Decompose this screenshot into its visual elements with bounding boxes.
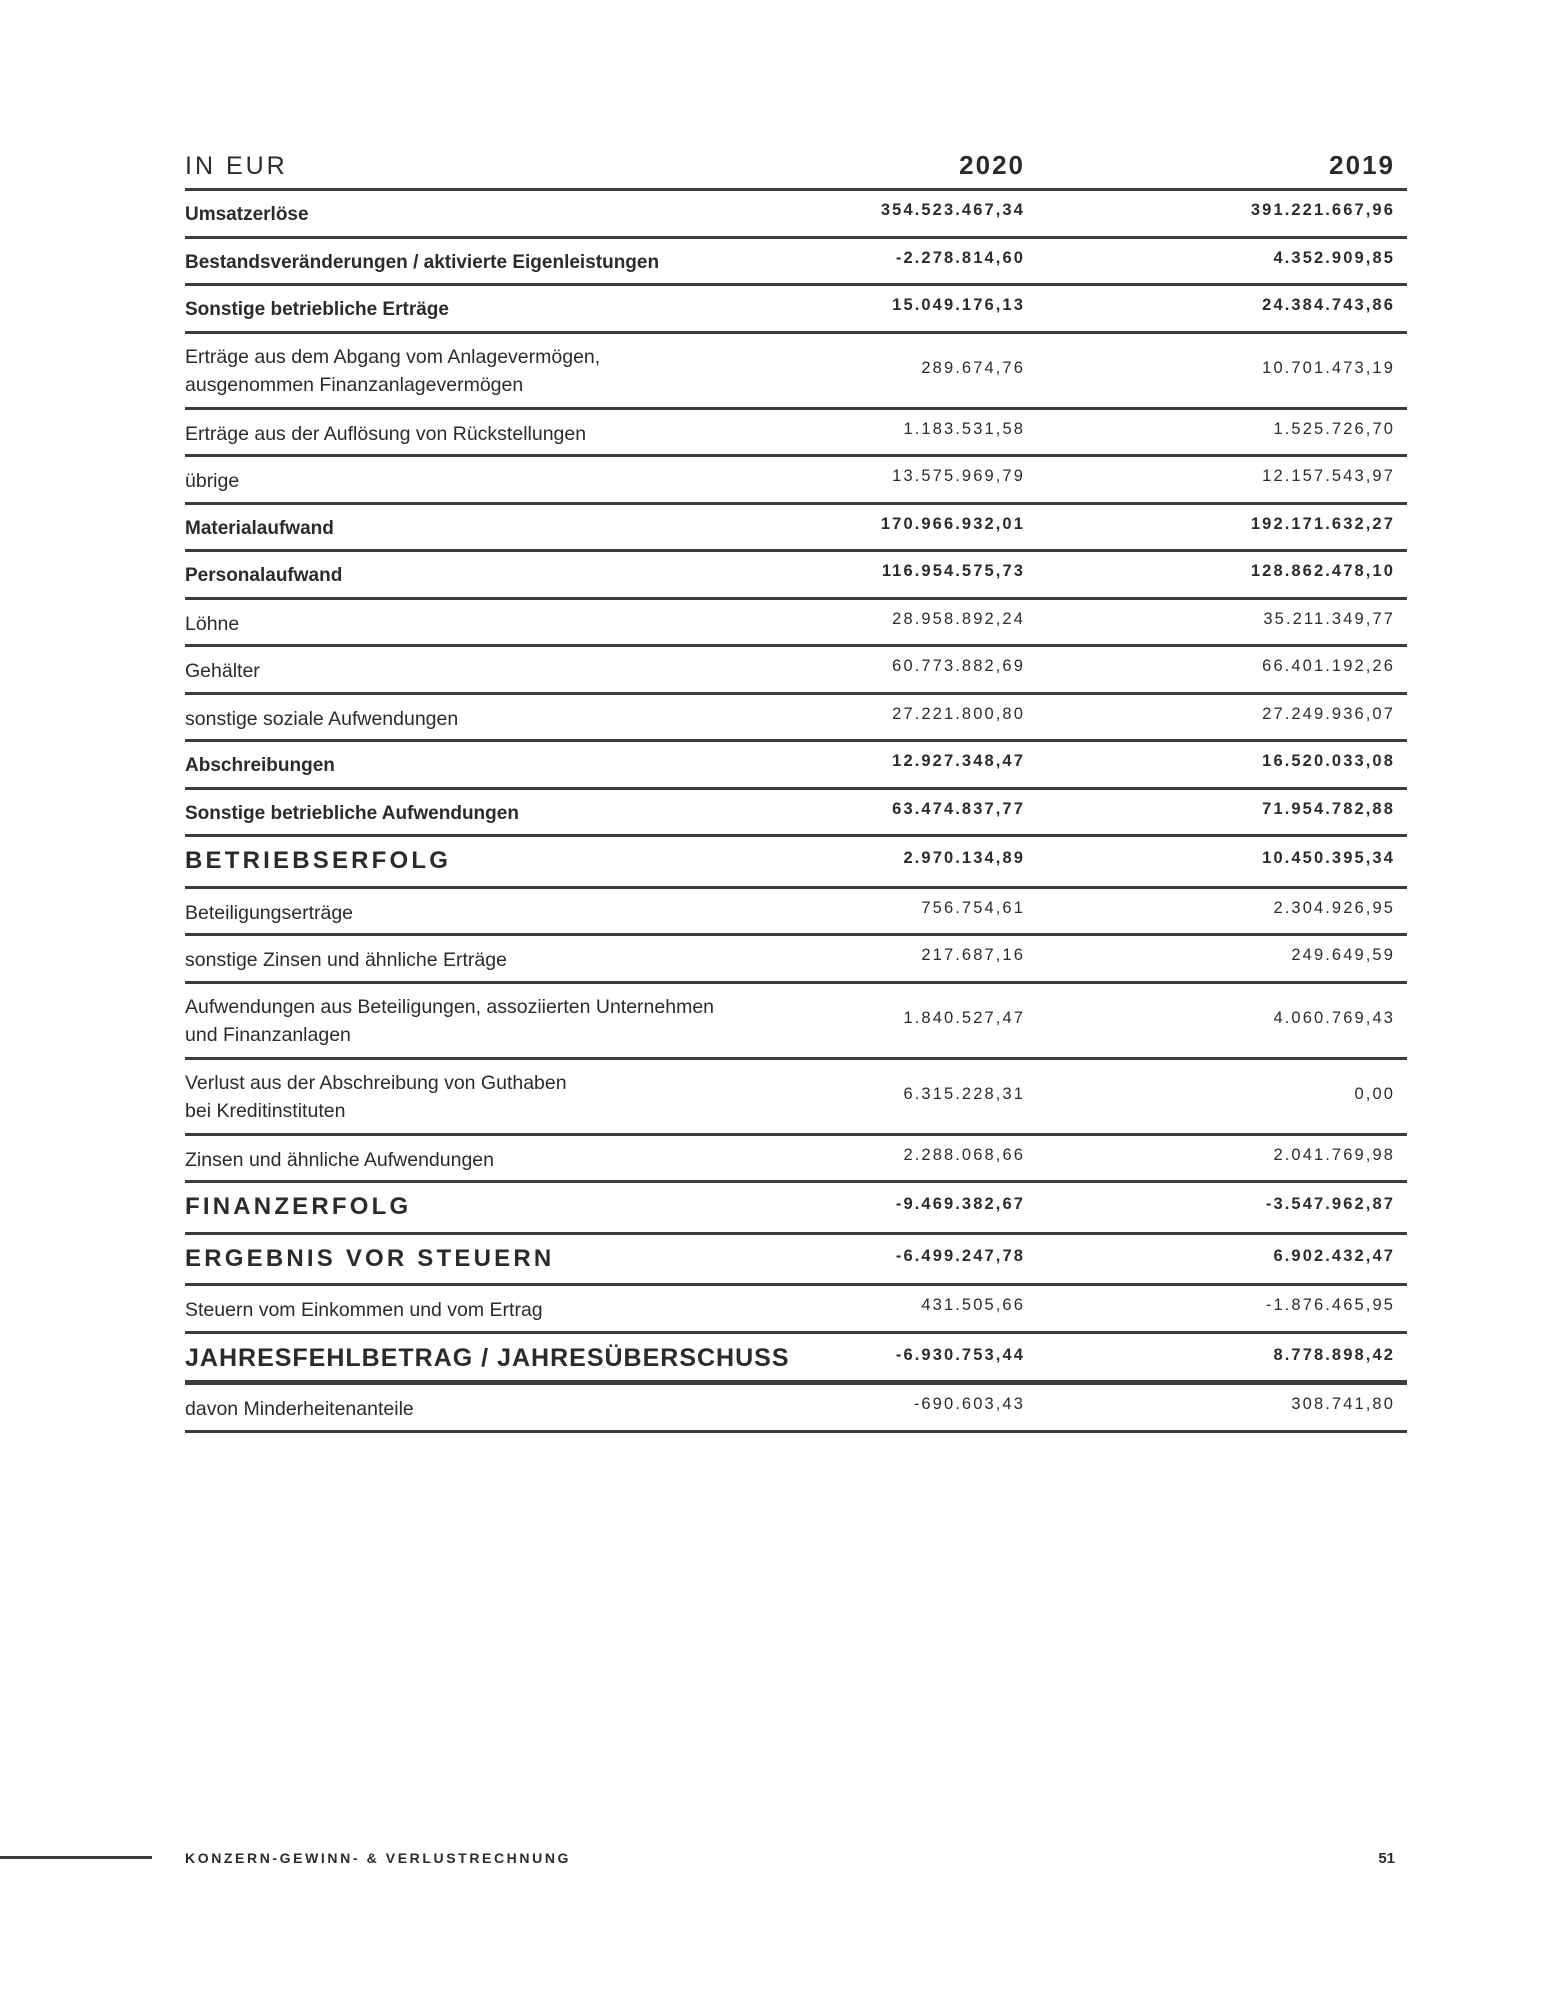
row-label [185, 1069, 567, 1125]
value-2019: 391.221.667,96 [1250, 201, 1395, 219]
table-row-ergebnis-vor-steuern [185, 1235, 1407, 1287]
row-label: davon Minderheitenanteile [185, 1398, 414, 1420]
value-2019: 24.384.743,86 [1262, 296, 1395, 314]
table-row-sonstige-aufwendungen [185, 790, 1407, 838]
row-label: sonstige Zinsen und ähnliche Erträge [185, 949, 507, 971]
value-2019: 10.701.473,19 [1262, 358, 1395, 377]
table-row-betriebserfolg [185, 837, 1407, 889]
value-2020: 60.773.882,69 [892, 657, 1025, 675]
table-header-row [185, 148, 1407, 191]
row-label-line2: ausgenommen Finanzanlagevermögen [185, 373, 524, 396]
row-label: BETRIEBSERFOLG [185, 847, 452, 874]
value-2020: -6.930.753,44 [895, 1345, 1025, 1364]
table-row-beteiligungsertraege [185, 889, 1407, 937]
table-row-jahresergebnis [185, 1334, 1407, 1386]
table-row-sonstige-ertraege [185, 286, 1407, 334]
row-label: Sonstige betriebliche Erträge [185, 299, 449, 320]
row-label: übrige [185, 470, 240, 492]
table-row-abschreibungen [185, 742, 1407, 790]
table-row-zinsaufwendungen [185, 1136, 1407, 1184]
row-label [185, 993, 714, 1049]
value-2019: 12.157.543,97 [1262, 467, 1395, 485]
row-label: ERGEBNIS VOR STEUERN [185, 1244, 555, 1272]
table-row-minderheitenanteile [185, 1385, 1407, 1433]
table-row-soziale-aufwendungen [185, 695, 1407, 743]
row-label [185, 343, 600, 399]
value-2019: 71.954.782,88 [1262, 799, 1395, 818]
row-label-line2: und Finanzanlagen [185, 1023, 351, 1046]
row-label: Erträge aus der Auflösung von Rückstellungen [185, 422, 587, 445]
footer-rule [0, 1856, 152, 1859]
table-row-loehne [185, 600, 1407, 648]
value-2020: 217.687,16 [921, 946, 1025, 964]
value-2019: 16.520.033,08 [1262, 752, 1395, 770]
row-label: Sonstige betriebliche Aufwendungen [185, 802, 519, 824]
value-2020: 431.505,66 [921, 1296, 1025, 1314]
footer-section-title: KONZERN-GEWINN- & VERLUSTRECHNUNG [185, 1850, 572, 1866]
row-label: Personalaufwand [185, 565, 343, 586]
value-2020: 170.966.932,01 [880, 514, 1025, 533]
table-row-ertraege-abgang [185, 334, 1407, 410]
value-2020: -9.469.382,67 [895, 1195, 1025, 1213]
value-2020: 6.315.228,31 [903, 1084, 1025, 1103]
table-row-steuern [185, 1286, 1407, 1334]
row-label-line1: Erträge aus dem Abgang vom Anlagevermögen, [185, 345, 601, 368]
table-row-gehaelter [185, 647, 1407, 695]
value-2019: 4.352.909,85 [1273, 248, 1395, 267]
row-label-line1: Verlust aus der Abschreibung von Guthaben [185, 1071, 567, 1094]
value-2020: 2.288.068,66 [903, 1145, 1025, 1164]
value-2020: 28.958.892,24 [892, 609, 1025, 628]
value-2020: 1.183.531,58 [903, 419, 1025, 438]
value-2020: 2.970.134,89 [903, 849, 1025, 867]
value-2019: 8.778.898,42 [1273, 1345, 1395, 1364]
value-2019: -1.876.465,95 [1265, 1296, 1395, 1314]
table-row-finanzerfolg [185, 1183, 1407, 1235]
row-label: FINANZERFOLG [185, 1193, 412, 1220]
table-row-verlust-abschreibung-guthaben [185, 1060, 1407, 1136]
value-2019: 6.902.432,47 [1273, 1246, 1395, 1265]
value-2019: -3.547.962,87 [1265, 1195, 1395, 1213]
value-2019: 27.249.936,07 [1262, 704, 1395, 723]
row-label: JAHRESFEHLBETRAG / JAHRESÜBERSCHUSS [185, 1343, 790, 1372]
value-2019: 308.741,80 [1291, 1395, 1395, 1413]
table-row-aufloesung-rueckstellungen [185, 410, 1407, 458]
column-header-2019: 2019 [1329, 150, 1395, 180]
value-2019: 249.649,59 [1291, 946, 1395, 964]
row-label: Zinsen und ähnliche Aufwendungen [185, 1148, 494, 1171]
table-row-uebrige [185, 457, 1407, 505]
value-2020: 116.954.575,73 [881, 562, 1025, 580]
value-2019: 128.862.478,10 [1250, 562, 1395, 580]
value-2019: 2.041.769,98 [1273, 1145, 1395, 1164]
row-label: sonstige soziale Aufwendungen [185, 707, 459, 730]
table-row-aufwendungen-beteiligungen [185, 984, 1407, 1060]
row-label: Löhne [185, 612, 240, 635]
value-2020: 13.575.969,79 [892, 467, 1025, 485]
value-2020: -2.278.814,60 [895, 248, 1025, 267]
value-2020: -6.499.247,78 [895, 1246, 1025, 1265]
row-label: Gehälter [185, 660, 260, 682]
value-2020: 63.474.837,77 [892, 799, 1025, 818]
value-2019: 4.060.769,43 [1273, 1008, 1395, 1027]
row-label: Bestandsveränderungen / aktivierte Eigenleistungen [185, 251, 660, 273]
table-row-materialaufwand [185, 505, 1407, 553]
value-2019: 0,00 [1354, 1084, 1395, 1103]
row-label: Materialaufwand [185, 517, 334, 539]
value-2020: 1.840.527,47 [903, 1008, 1025, 1027]
table-row-bestandsveraenderungen [185, 239, 1407, 287]
table-row-umsatzerloese [185, 191, 1407, 239]
value-2020: 12.927.348,47 [892, 752, 1025, 770]
value-2020: 756.754,61 [921, 898, 1025, 917]
income-statement-table [185, 148, 1407, 1433]
row-label-line2: bei Kreditinstituten [185, 1099, 346, 1122]
page-number: 51 [1378, 1850, 1395, 1867]
row-label: Abschreibungen [185, 755, 335, 776]
row-label: Beteiligungserträge [185, 901, 354, 924]
row-label: Umsatzerlöse [185, 204, 309, 225]
value-2020: 27.221.800,80 [892, 704, 1025, 723]
value-2019: 2.304.926,95 [1273, 898, 1395, 917]
table-row-personalaufwand [185, 552, 1407, 600]
value-2019: 192.171.632,27 [1250, 514, 1395, 533]
value-2020: 354.523.467,34 [880, 201, 1025, 219]
table-row-zinsertraege [185, 936, 1407, 984]
value-2019: 35.211.349,77 [1263, 609, 1395, 628]
currency-label: IN EUR [185, 152, 288, 180]
value-2020: -690.603,43 [913, 1395, 1025, 1413]
value-2019: 66.401.192,26 [1262, 657, 1395, 675]
value-2019: 1.525.726,70 [1273, 419, 1395, 438]
value-2020: 15.049.176,13 [892, 296, 1025, 314]
value-2020: 289.674,76 [921, 358, 1025, 377]
column-header-2020: 2020 [959, 150, 1025, 180]
row-label: Steuern vom Einkommen und vom Ertrag [185, 1299, 543, 1321]
value-2019: 10.450.395,34 [1262, 849, 1395, 867]
row-label-line1: Aufwendungen aus Beteiligungen, assoziierten Unternehmen [185, 995, 715, 1018]
